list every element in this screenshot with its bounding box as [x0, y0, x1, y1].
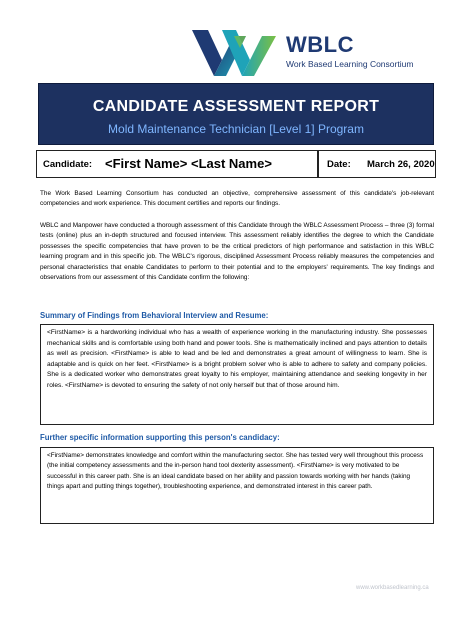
- summary-box: <FirstName> is a hardworking individual who has a wealth of experience working in the manufacturing industry. She possesses mechanical skills and is comfortable using both hand and power tools. She is mathematically inclined and pays attention to details as well as precision. <FirstName> is able to lead and be led and demonstrates a great amount of willingness to learn. She is adaptable and is quick on her feet. <FirstName> is a bright problem solver who is able to adhere to safety and company policies. She is a dedicated worker who demonstrates great loyalty to his employer, maintaining attendance and seeking longevity in her roles. <FirstName> is devoted to ensuring the safety of not only herself but that of those around him.: [40, 324, 434, 425]
- report-banner: [38, 83, 434, 145]
- program-title: Mold Maintenance Technician [Level 1] Program: [108, 122, 364, 136]
- candidate-name: <First Name> <Last Name>: [105, 156, 272, 171]
- brand-subtitle: Work Based Learning Consortium: [286, 59, 414, 69]
- candidate-field: [36, 150, 318, 178]
- date-label: Date:: [327, 159, 351, 170]
- intro-paragraph-1: The Work Based Learning Consortium has conducted an objective, comprehensive assessment of this candidate's job-relevant competencies and work experience. This document certifies and reports our findings.: [40, 190, 434, 208]
- further-heading: Further specific information supporting this person's candidacy:: [40, 433, 280, 442]
- further-box: <FirstName> demonstrates knowledge and comfort within the manufacturing sector. She has tested very well throughout this process (the initial competency assessments and the in-person hand tool dexterity assessment). <FirstName> is very motivated to be successful in this career path. She is an ideal candidate based on her ability and passion towards working with her hands (taking things apart and putting things together), troubleshooting experience, and demonstrated interest in this career path.: [40, 447, 434, 524]
- intro-paragraph-2: WBLC and Manpower have conducted a thorough assessment of this Candidate through the WBLC Assessment Process – three (3) formal tests (online) plus an in-depth structured and focused interview. This assessment reliably identifies the degree to which the Candidate possesses the specific competencies that have proven to be the critical predictors of high performance and satisfaction in this WBLC learning program and in this specific job. The WBLC's rigorous, disciplined Assessment Process reliably measures the competencies and personal characteristics that enable Candidates to perform to their potential and to the employers' requirements. The key findings and observations from our assessment of this Candidate confirm the following:: [40, 222, 434, 282]
- wblc-logo-icon: [188, 22, 280, 84]
- date-field: [318, 150, 436, 178]
- footer-url: www.workbasedlearning.ca: [356, 585, 429, 591]
- brand: [286, 34, 413, 69]
- report-title: CANDIDATE ASSESSMENT REPORT: [92, 98, 380, 115]
- candidate-label: Candidate:: [43, 159, 93, 170]
- brand-name: WBLC: [286, 32, 354, 57]
- summary-heading: Summary of Findings from Behavioral Interview and Resume:: [40, 311, 269, 320]
- date-value: March 26, 2020: [367, 159, 435, 170]
